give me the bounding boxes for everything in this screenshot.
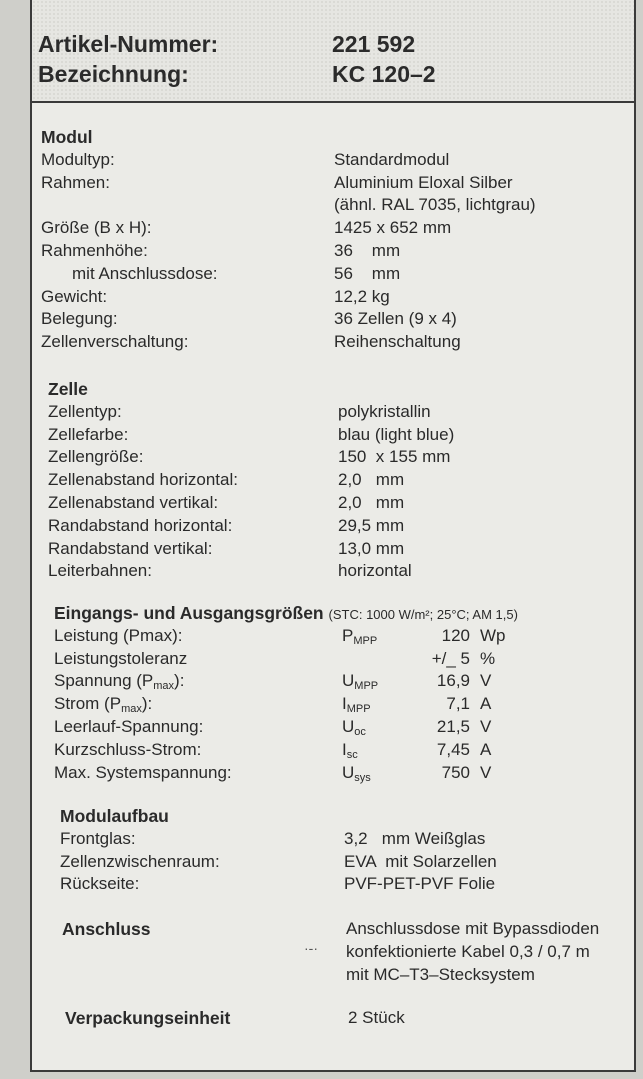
spec-label: Zellenzwischenraum: [60,851,220,871]
spec-row [32,401,634,424]
spec-label: Größe (B x H): [41,218,152,238]
stc-conditions: (STC: 1000 W/m²; 25°C; AM 1,5) [328,607,518,622]
spec-label: Leiterbahnen: [48,561,152,581]
spec-row [32,828,634,851]
param-value: 16,9 [436,671,470,691]
bezeichnung-value: KC 120–2 [332,61,436,87]
pen-mark: ·-· [304,940,318,956]
spec-label: Rückseite: [60,874,140,894]
spec-value: PVF-PET-PVF Folie [344,874,496,894]
spec-row [32,424,634,447]
spec-value: blau (light blue) [338,424,455,444]
artikel-label: Artikel-Nummer: [38,31,219,57]
spec-label: Zellenabstand horizontal: [48,470,238,490]
spec-label: Rahmenhöhe: [41,240,148,260]
param-symbol: $P_{MPP}$ [342,625,378,647]
param-row [32,625,634,648]
bezeichnung-label: Bezeichnung: [38,61,189,87]
spec-label: mit Anschlussdose: [72,263,218,283]
section-modul [32,126,634,354]
param-symbol: $U_{sys}$ [342,762,371,784]
param-symbol: $I_{sc}$ [342,739,358,761]
spec-row [32,560,634,583]
spec-row [32,308,634,331]
spec-value: 36 mm [334,240,401,260]
spec-label: Gewicht: [41,286,108,306]
param-label: Kurzschluss-Strom: [54,739,202,759]
param-label: Max. Systemspannung: [54,762,232,782]
spec-row [32,873,634,896]
anschluss-line: Anschlussdose mit Bypassdioden [346,919,600,938]
anschluss-line: mit MC–T3–Stecksystem [346,964,535,984]
spec-row [32,469,634,492]
spec-value: 150 x 155 mm [338,447,451,467]
spec-row [32,172,634,195]
spec-value: EVA mit Solarzellen [344,851,497,871]
datasheet [30,0,636,1072]
spec-value: horizontal [338,561,412,581]
param-value: 7,1 [446,694,470,714]
spec-value: 36 Zellen (9 x 4) [334,309,457,329]
section-title: Modulaufbau [60,806,169,826]
spec-row [32,194,634,217]
param-label: Leistung (Pmax): [54,625,183,645]
header-panel [32,0,634,103]
spec-label: Belegung: [41,309,118,329]
section-title-text: Eingangs- und Ausgangsgrößen [54,603,324,623]
param-unit: Wp [480,625,506,645]
spec-row [32,492,634,515]
spec-value: 1425 x 652 mm [334,218,452,238]
spec-row [32,263,634,286]
param-row [32,693,634,716]
spec-row [32,538,634,561]
spec-label: Zellenabstand vertikal: [48,492,219,512]
param-value: 750 [441,762,470,782]
section-title: Zelle [48,379,88,399]
section-title [54,602,518,627]
spec-value: Standardmodul [334,149,450,169]
param-label: Spannung $(P_{max})$: [54,671,185,693]
param-value: 21,5 [436,716,470,736]
param-value: 120 [441,625,470,645]
spec-row [32,240,634,263]
spec-value: polykristallin [338,401,431,421]
spec-label: Zellengröße: [48,447,144,467]
param-value: 7,45 [436,739,470,759]
param-row [32,762,634,785]
param-symbol: $U_{MPP}$ [342,671,379,693]
param-row [32,670,634,693]
spec-label: Zellefarbe: [48,424,129,444]
param-row [32,648,634,671]
artikel-value: 221 592 [332,31,416,57]
param-label: Strom $(P_{max})$: [54,694,153,716]
section-anschluss [32,918,634,986]
spec-value: 29,5 mm [338,515,405,535]
section-zelle [32,378,634,583]
spec-label: Rahmen: [41,172,110,192]
section-title: Modul [41,127,93,147]
spec-row [32,217,634,240]
spec-value: 56 mm [334,263,401,283]
spec-value: 2,0 mm [338,470,405,490]
section-io [32,602,634,784]
spec-value: 2,0 mm [338,492,405,512]
param-value: +/_ 5 [431,648,470,668]
section-modulaufbau [32,805,634,896]
param-label: Leerlauf-Spannung: [54,716,204,736]
spec-value: 3,2 mm Weißglas [344,828,486,848]
spec-label: Frontglas: [60,828,136,848]
anschluss-line: konfektionierte Kabel 0,3 / 0,7 m [346,941,590,961]
param-unit: V [480,671,492,691]
spec-label: Zellentyp: [48,401,122,421]
spec-label: Modultyp: [41,149,115,169]
spec-label: Randabstand vertikal: [48,538,213,558]
section-title: Verpackungseinheit [65,1008,231,1028]
spec-row [32,515,634,538]
section-verpackungseinheit [32,1007,634,1030]
spec-row [32,851,634,874]
param-symbol: $U_{oc}$ [342,716,366,738]
spec-row [32,286,634,309]
section-title: Anschluss [62,919,151,939]
spec-value: 12,2 kg [334,286,390,306]
spec-value: Aluminium Eloxal Silber [334,172,513,192]
spec-value: Reihenschaltung [334,332,461,352]
param-row [32,739,634,762]
param-unit: A [480,739,492,759]
param-unit: V [480,762,492,782]
param-row [32,716,634,739]
param-unit: V [480,716,492,736]
param-label: Leistungstoleranz [54,648,188,668]
vpe-value: 2 Stück [348,1008,405,1027]
spec-label: Randabstand horizontal: [48,515,233,535]
spec-label: Zellenverschaltung: [41,332,189,352]
spec-row [32,331,634,354]
spec-row [32,149,634,172]
param-unit: % [480,648,496,668]
spec-value: 13,0 mm [338,538,405,558]
param-symbol: $I_{MPP}$ [342,694,371,716]
spec-value: (ähnl. RAL 7035, lichtgrau) [334,195,536,215]
spec-row [32,446,634,469]
param-unit: A [480,694,492,714]
